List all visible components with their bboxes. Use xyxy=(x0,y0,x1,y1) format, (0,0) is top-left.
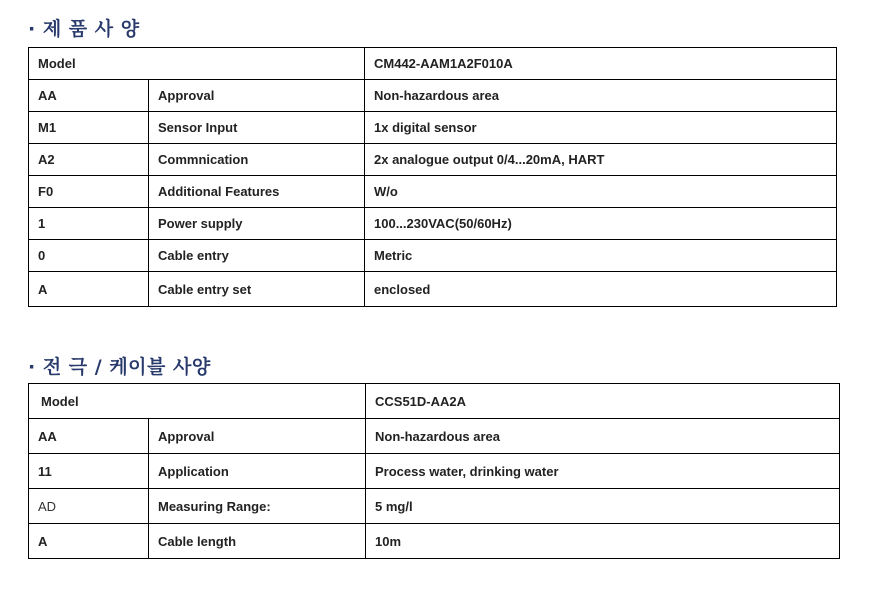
option-name: Power supply xyxy=(149,208,365,240)
table-row xyxy=(29,144,837,176)
option-code: M1 xyxy=(29,112,149,144)
option-value: 100...230VAC(50/60Hz) xyxy=(365,208,837,240)
option-code: AD xyxy=(29,489,149,524)
table-row xyxy=(29,80,837,112)
table-row xyxy=(29,240,837,272)
table-row xyxy=(29,384,840,419)
option-code: A xyxy=(29,524,149,559)
option-value: Non-hazardous area xyxy=(365,80,837,112)
option-code: AA xyxy=(29,419,149,454)
table-row xyxy=(29,524,840,559)
model-value: CM442-AAM1A2F010A xyxy=(365,48,837,80)
option-name: Cable length xyxy=(149,524,366,559)
option-code: A2 xyxy=(29,144,149,176)
option-code: AA xyxy=(29,80,149,112)
option-value: Process water, drinking water xyxy=(366,454,840,489)
table-row xyxy=(29,208,837,240)
option-code: 1 xyxy=(29,208,149,240)
option-name: Measuring Range: xyxy=(149,489,366,524)
model-label: Model xyxy=(29,384,366,419)
option-value: enclosed xyxy=(365,272,837,307)
option-value: 2x analogue output 0/4...20mA, HART xyxy=(365,144,837,176)
table-row xyxy=(29,112,837,144)
table-row xyxy=(29,176,837,208)
option-name: Sensor Input xyxy=(149,112,365,144)
model-value: CCS51D-AA2A xyxy=(366,384,840,419)
table-row xyxy=(29,48,837,80)
table-row xyxy=(29,419,840,454)
option-value: 1x digital sensor xyxy=(365,112,837,144)
option-name: Approval xyxy=(149,80,365,112)
option-value: Non-hazardous area xyxy=(366,419,840,454)
option-code: A xyxy=(29,272,149,307)
model-label: Model xyxy=(29,48,365,80)
table-row xyxy=(29,489,840,524)
option-name: Application xyxy=(149,454,366,489)
option-value: 5 mg/l xyxy=(366,489,840,524)
option-name: Cable entry xyxy=(149,240,365,272)
table-row xyxy=(29,272,837,307)
option-code: 0 xyxy=(29,240,149,272)
option-code: F0 xyxy=(29,176,149,208)
option-value: W/o xyxy=(365,176,837,208)
table-row xyxy=(29,454,840,489)
product-spec-table xyxy=(28,47,837,307)
product-spec-heading: · 제 품 사 양 xyxy=(28,18,140,40)
option-name: Approval xyxy=(149,419,366,454)
electrode-spec-heading: · 전 극 / 케이블 사양 xyxy=(28,356,211,378)
electrode-spec-table xyxy=(28,383,840,559)
option-code: 11 xyxy=(29,454,149,489)
option-name: Additional Features xyxy=(149,176,365,208)
option-value: 10m xyxy=(366,524,840,559)
option-name: Commnication xyxy=(149,144,365,176)
option-value: Metric xyxy=(365,240,837,272)
option-name: Cable entry set xyxy=(149,272,365,307)
